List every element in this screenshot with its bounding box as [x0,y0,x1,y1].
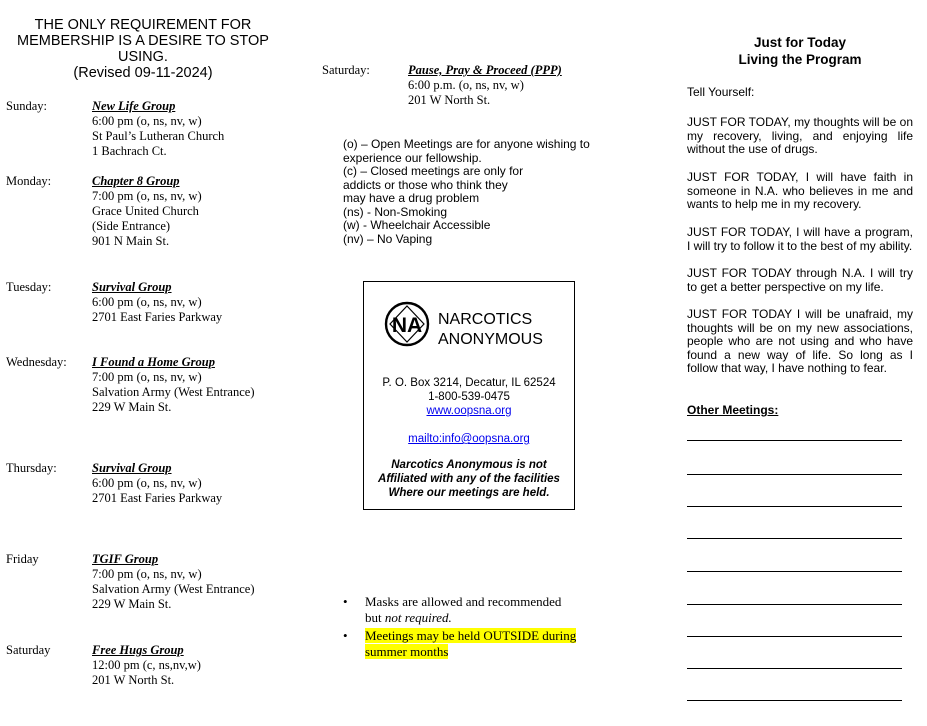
jft-title [680,34,920,68]
meeting-address: 229 W Main St. [92,400,172,414]
meeting-time: 6:00 pm (o, ns, nv, w) [92,476,202,490]
day-wednesday: Wednesday: [6,355,67,369]
write-in-line [687,604,902,605]
legend-line: (w) - Wheelchair Accessible [343,218,491,232]
outside-note-text: Meetings may be held OUTSIDE during [365,628,577,643]
meeting-time: 7:00 pm (o, ns, nv, w) [92,189,202,203]
day-sunday: Sunday: [6,99,47,113]
jft-paragraph-5: JUST FOR TODAY I will be unafraid, my thoughts will be on my new associations, people who are not using and who have found a new way of life. So long as I follow that way, I have nothing to fear. [687,307,913,376]
meeting-saturday-evening [408,63,562,108]
day-friday: Friday [6,552,39,566]
meeting-wednesday [92,355,255,415]
day-thursday: Thursday: [6,461,57,475]
legend-line: may have a drug problem [343,191,480,205]
revision-date: (Revised 09-11-2024) [73,65,213,81]
membership-header [8,17,278,81]
legend-line: (c) – Closed meetings are only for [343,164,524,178]
legend-line: (ns) - Non-Smoking [343,204,448,219]
meeting-name: Survival Group [92,280,172,294]
svg-text:NA: NA [391,314,423,337]
other-meetings-heading: Other Meetings: [687,403,779,417]
meeting-name: I Found a Home Group [92,355,215,369]
jft-title-line-2: Living the Program [738,52,862,67]
write-in-line [687,440,902,441]
disclaimer-line: Narcotics Anonymous is not [391,459,547,471]
notes-list [343,594,613,660]
meeting-time: 7:00 pm (o, ns, nv, w) [92,370,202,384]
meeting-entrance: (Side Entrance) [92,219,171,233]
meeting-time: 7:00 pm (o, ns, nv, w) [92,567,202,581]
meeting-address: 201 W North St. [408,93,491,107]
meeting-thursday [92,461,222,506]
write-in-line [687,571,902,572]
meeting-legend [343,138,590,246]
meeting-location: Salvation Army (West Entrance) [92,385,255,399]
meeting-time: 12:00 pm (c, ns,nv,w) [92,658,201,672]
meeting-address: 2701 East Faries Parkway [92,310,223,324]
mask-note-text: Masks are allowed and recommended [365,594,562,609]
legend-line: (o) – Open Meetings are for anyone wishing to [343,137,590,151]
jft-paragraph-1: JUST FOR TODAY, my thoughts will be on my recovery, living, and enjoying life without the use of drugs. [687,115,913,157]
meeting-address: 901 N Main St. [92,234,170,248]
header-line: THE ONLY REQUIREMENT FOR [34,17,252,33]
write-in-line [687,474,902,475]
mask-note [343,594,613,626]
write-in-line [687,538,902,539]
legend-line: (nv) – No Vaping [343,231,433,246]
bullet-icon: • [343,594,348,609]
meeting-location: St Paul’s Lutheran Church [92,129,225,143]
meeting-friday [92,552,255,612]
disclaimer-line: Affiliated with any of the facilities [378,473,560,485]
meeting-saturday-noon [92,643,201,688]
day-saturday: Saturday [6,643,51,657]
meeting-location: Salvation Army (West Entrance) [92,582,255,596]
meeting-monday [92,174,202,249]
na-contact-info [364,376,574,446]
meeting-time: 6:00 pm (o, ns, nv, w) [92,114,202,128]
meeting-sunday [92,99,224,159]
meeting-address: 201 W North St. [92,673,175,687]
outside-note [343,628,613,660]
write-in-line [687,506,902,507]
na-logo-text-1: NARCOTICS [438,311,533,328]
meeting-tuesday [92,280,222,325]
jft-paragraph-4: JUST FOR TODAY through N.A. I will try to get a better perspective on my life. [687,266,913,294]
day-monday: Monday: [6,174,52,188]
header-line: USING. [118,49,168,65]
legend-line: addicts or those who think they [343,177,508,192]
legend-line: experience our fellowship. [343,150,482,165]
write-in-line [687,700,902,701]
jft-paragraph-3: JUST FOR TODAY, I will have a program, I will try to follow it to the best of my ability. [687,225,913,253]
na-logo [384,300,562,352]
na-email-link[interactable]: mailto:info@oopsna.org [408,433,530,445]
meeting-time: 6:00 p.m. (o, ns, nv, w) [408,78,524,92]
meeting-name: Free Hugs Group [92,643,184,657]
na-disclaimer [364,458,574,500]
meeting-address: 1 Bachrach Ct. [92,144,167,158]
meeting-name: Pause, Pray & Proceed (PPP) [408,63,562,77]
na-website-link[interactable]: www.oopsna.org [426,405,512,417]
jft-paragraph-2: JUST FOR TODAY, I will have faith in someone in N.A. who believes in me and wants to help me in my recovery. [687,170,913,212]
meeting-name: Survival Group [92,461,172,475]
meeting-name: TGIF Group [92,552,159,566]
na-contact-box [363,281,575,510]
bullet-icon: • [343,628,348,643]
header-line: MEMBERSHIP IS A DESIRE TO STOP [17,33,269,49]
meeting-name: Chapter 8 Group [92,174,180,188]
na-logo-icon [386,303,428,345]
disclaimer-line: Where our meetings are held. [388,487,550,499]
na-address: P. O. Box 3214, Decatur, IL 62524 [382,377,556,389]
na-logo-text-2: ANONYMOUS [438,331,543,348]
day-tuesday: Tuesday: [6,280,52,294]
mask-note-text-2: but [365,610,385,625]
meeting-time: 6:00 pm (o, ns, nv, w) [92,295,202,309]
meeting-location: Grace United Church [92,204,199,218]
meeting-address: 229 W Main St. [92,597,172,611]
meeting-address: 2701 East Faries Parkway [92,491,223,505]
outside-note-text-2: summer months [365,644,449,659]
mask-note-emphasis: not required. [384,610,452,625]
meeting-name: New Life Group [92,99,176,113]
write-in-line [687,668,902,669]
day-saturday-evening: Saturday: [322,63,370,77]
na-phone[interactable]: 1-800-539-0475 [428,391,510,403]
write-in-line [687,636,902,637]
jft-title-line-1: Just for Today [753,35,846,50]
jft-intro: Tell Yourself: [687,85,755,99]
